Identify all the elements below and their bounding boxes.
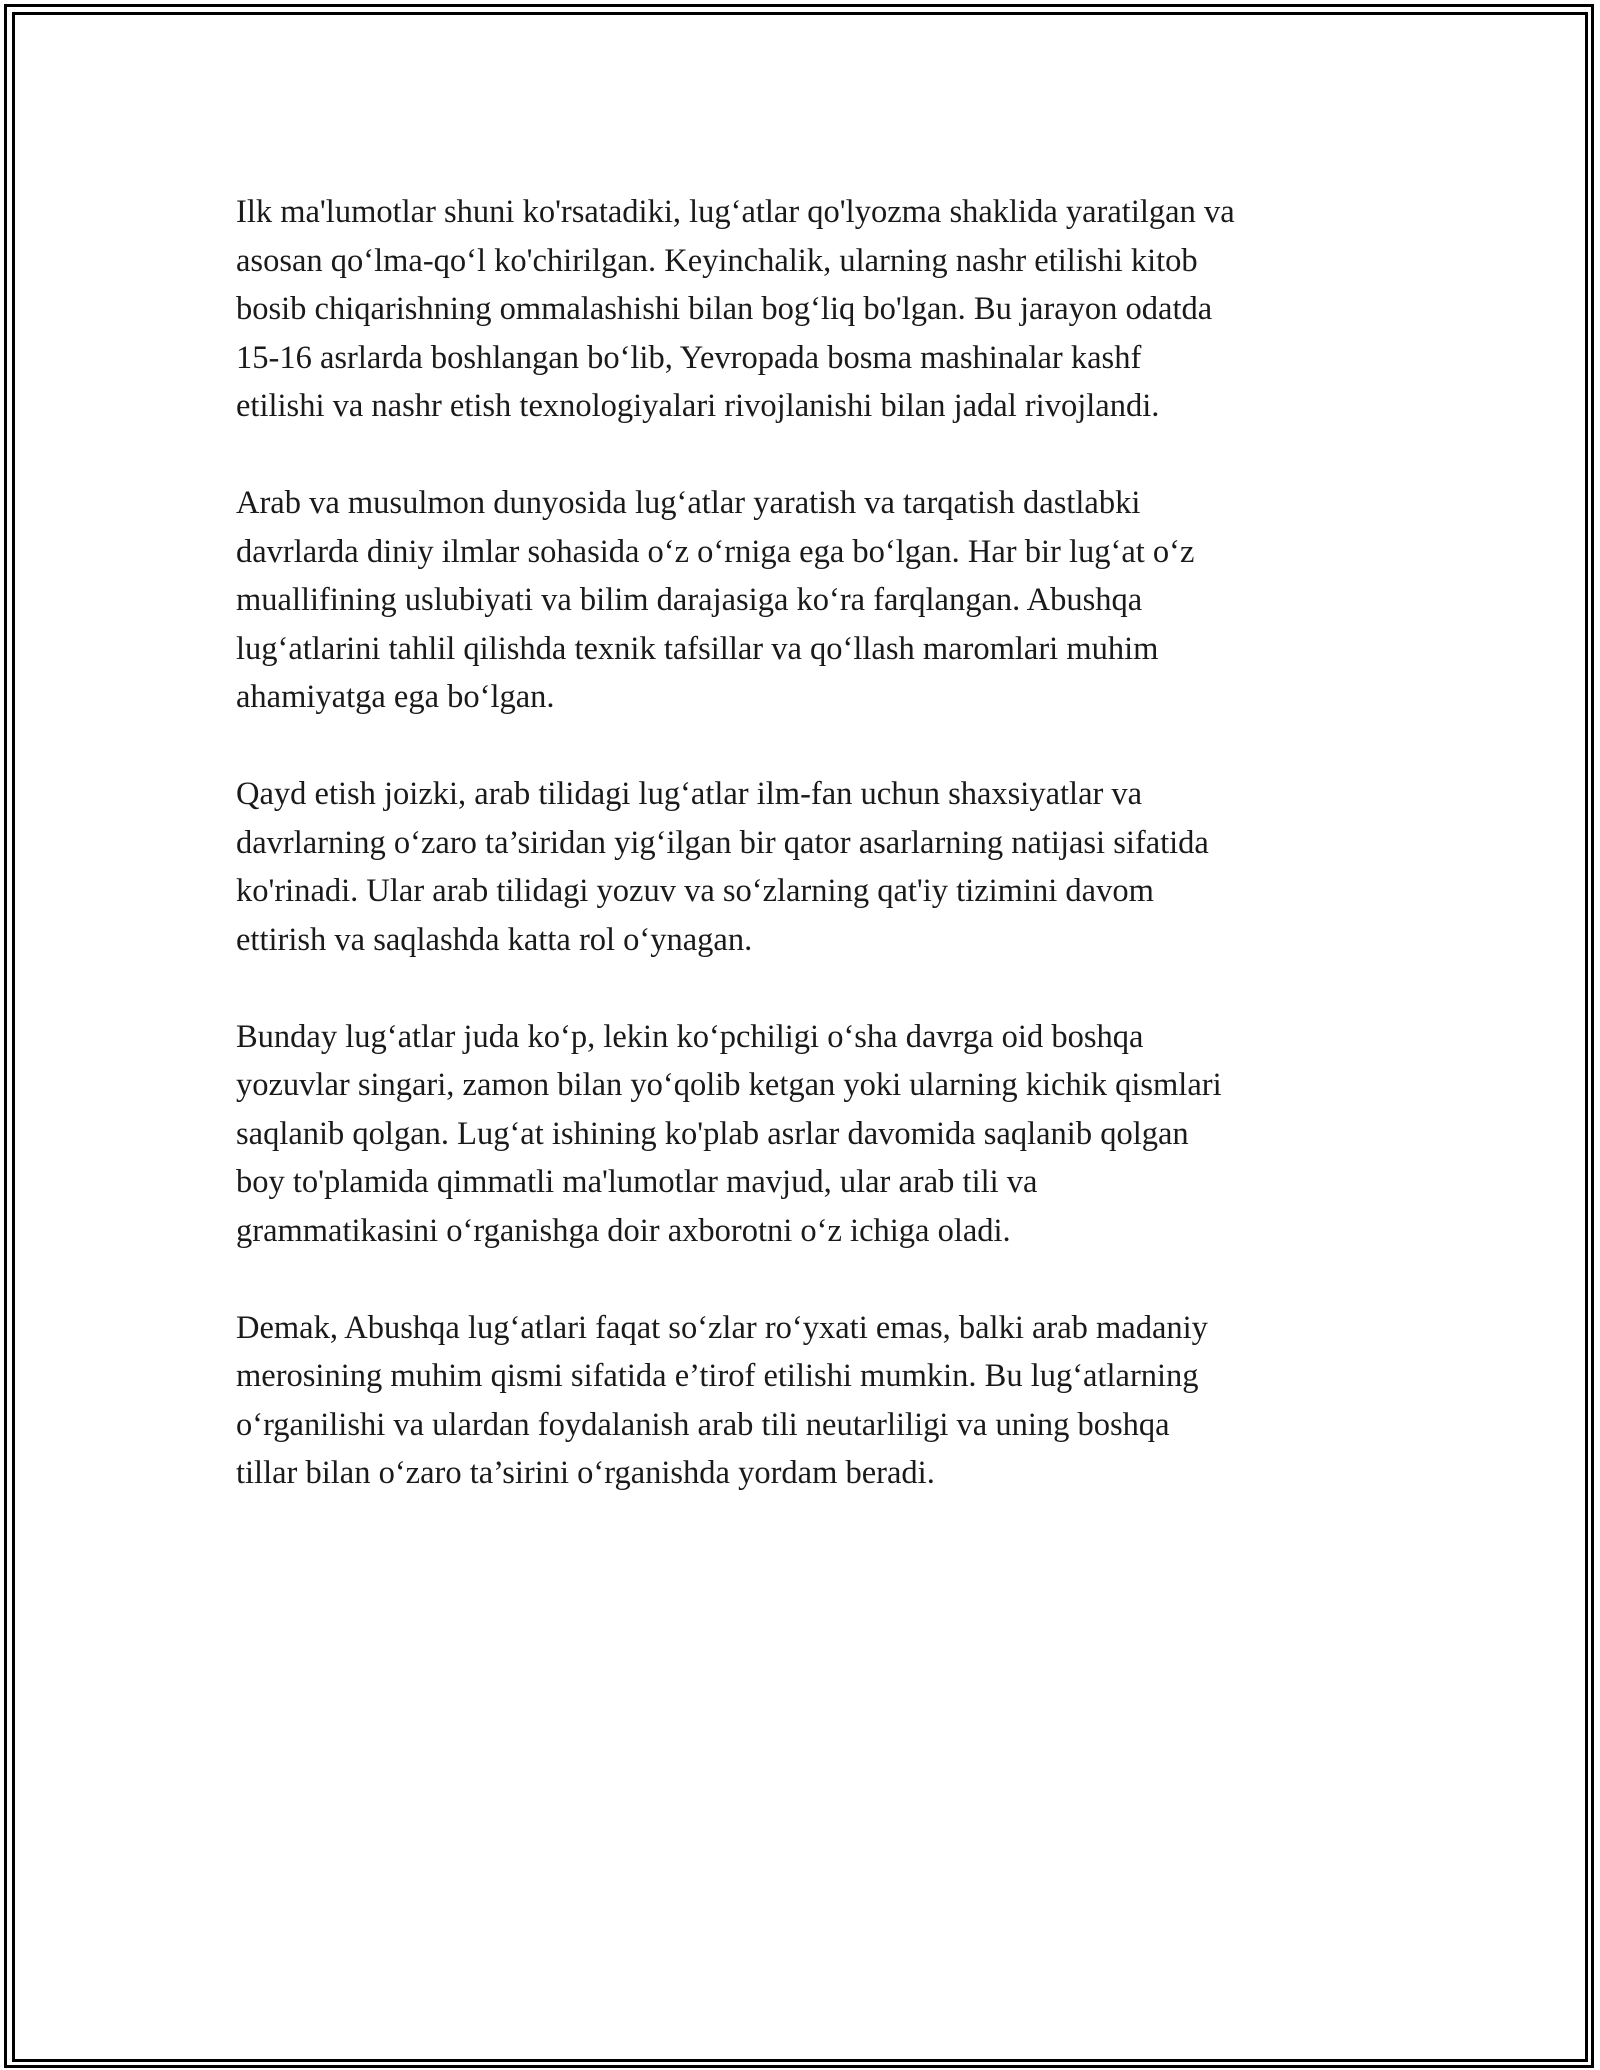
- paragraph-5: Demak, Abushqa lug‘atlari faqat so‘zlar ro‘yxati emas, balki arab madaniy merosining muhim qismi sifatida e’tirof etilishi mumkin. Bu lug‘atlarning o‘rganilishi va ulardan foydalanish arab tili neutarliligi va uning boshqa tillar bilan o‘zaro ta’sirini o‘rganishda yordam beradi.: [236, 1309, 1208, 1491]
- paragraph-2: Arab va musulmon dunyosida lug‘atlar yaratish va tarqatish dastlabki davrlarda diniy ilmlar sohasida o‘z o‘rniga ega bo‘lgan. Har bir lug‘at o‘z muallifining uslubiyati va bilim darajasiga ko‘ra farqlangan. Abushqa lug‘atlarini tahlil qilishda texnik tafsillar va qo‘llash maromlari muhim ahamiyatga ega bo‘lgan.: [236, 485, 1195, 715]
- document-body: [236, 188, 1376, 1546]
- paragraph-4: Bunday lug‘atlar juda ko‘p, lekin ko‘pchiligi o‘sha davrga oid boshqa yozuvlar singari, zamon bilan yo‘qolib ketgan yoki ularning kichik qismlari saqlanib qolgan. Lug‘at ishining ko'plab asrlar davomida saqlanib qolgan boy to'plamida qimmatli ma'lumotlar mavjud, ular arab tili va grammatikasini o‘rganishga doir axborotni o‘z ichiga oladi.: [236, 1018, 1222, 1249]
- paragraph-1: Ilk ma'lumotlar shuni ko'rsatadiki, lug‘atlar qo'lyozma shaklida yaratilgan va asosan qo‘lma-qo‘l ko'chirilgan. Keyinchalik, ularning nashr etilishi kitob bosib chiqarishning ommalashishi bilan bog‘liq bo'lgan. Bu jarayon odatda 15-16 asrlarda boshlangan bo‘lib, Yevropada bosma mashinalar kashf etilishi va nashr etish texnologiyalari rivojlanishi bilan jadal rivojlandi.: [236, 194, 1235, 424]
- paragraph-3: Qayd etish joizki, arab tilidagi lug‘atlar ilm-fan uchun shaxsiyatlar va davrlarning o‘zaro ta’siridan yig‘ilgan bir qator asarlarning natijasi sifatida ko'rinadi. Ular arab tilidagi yozuv va so‘zlarning qat'iy tizimini davom ettirish va saqlashda katta rol o‘ynagan.: [236, 776, 1209, 958]
